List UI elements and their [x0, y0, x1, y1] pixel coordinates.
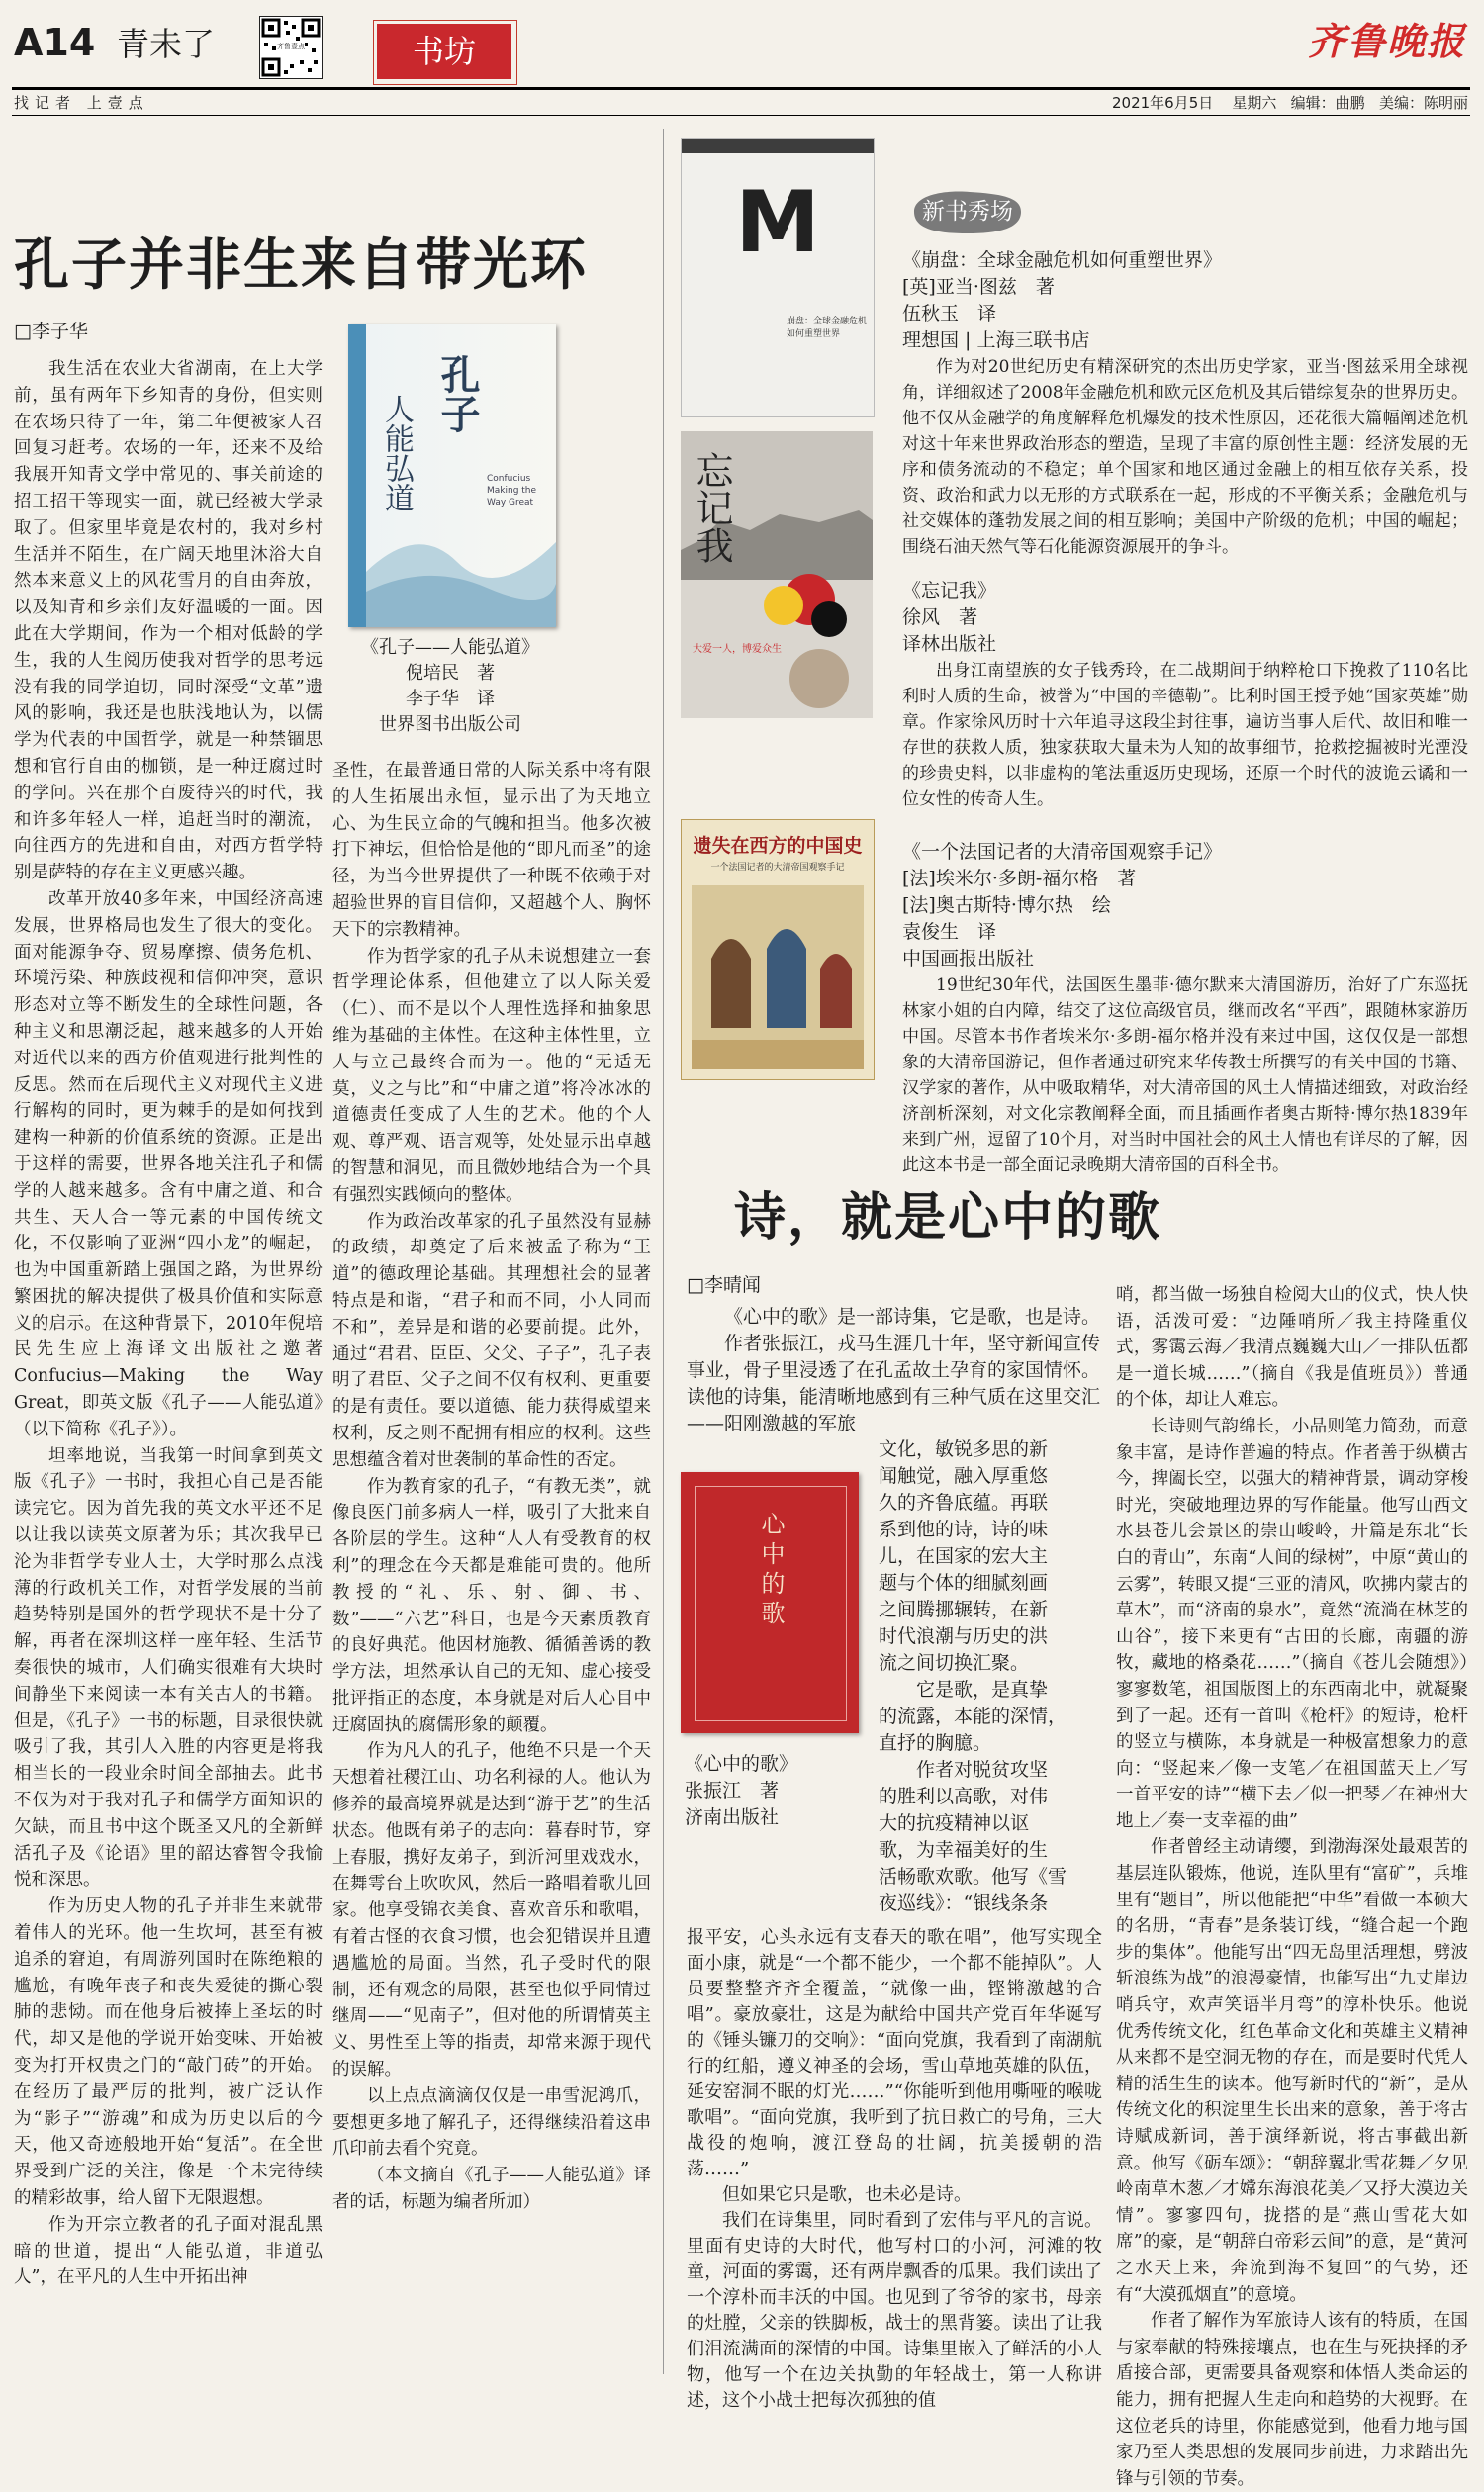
paragraph: 《心中的歌》是一部诗集，它是歌，也是诗。: [724, 1306, 1101, 1328]
book-cover-crashed: [681, 138, 875, 417]
narrow-column: [879, 1436, 1104, 1917]
book-cover-song-in-heart: [681, 1472, 859, 1733]
text-line: 的胜利以高歌，对伟: [879, 1786, 1049, 1807]
book-description: 作为对20世纪历史有精深研究的杰出历史学家，亚当·图兹采用全球视角，详细叙述了2008年金融危机和欧元区危机及其后错综复杂的世界历史。他不仅从金融学的角度解释危机爆发的技术性原因，还花很大篇幅阐述危机对这十年来世界政治形态的塑造，呈现了丰富的原创性主题：经济发展的无序和债务流动的不稳定；单个国家和地区通过金融上的相互依存关系，投资、政治和武力以无形的方式联系在一起，形成的不平衡关系；金融危机与社交媒体的蓬勃发展之间的相互影响；美国中产阶级的危机；中国的崛起；围绕石油天然气等石化能源资源展开的争斗。: [902, 357, 1468, 557]
paragraph: 作者张振江，戎马生涯几十年，坚守新闻宣传事业，骨子里浸透了在孔孟故土孕育的家国情怀。读他的诗集，能清晰地感到有三种气质在这里交汇——阳刚激越的军旅: [687, 1333, 1101, 1434]
book-caption-song: [685, 1751, 873, 1831]
cover-title: 忘记我: [690, 451, 733, 564]
text-line: 久的齐鲁底蕴。再联: [879, 1492, 1049, 1514]
book-publisher: 中国画报出版社: [902, 948, 1035, 969]
text-line: 文化，敏锐多思的新: [879, 1438, 1049, 1460]
text-line: 时代浪潮与历史的洪: [879, 1625, 1049, 1647]
paragraph: 作为凡人的孔子，他绝不只是一个天天想着社稷江山、功名利禄的人。他认为修养的最高境界就是达到“游于艺”的生活状态。他既有弟子的志向：暮春时节，穿上春服，携好友弟子，到沂河里戏戏水，在舞雩台上吹吹风，然后一路唱着歌儿回家。他享受锦衣美食、喜欢音乐和歌唱，有着古怪的衣食习惯，也会犯错误并且遭遇尴尬的局面。当然，孔子受时代的限制，还有观念的局限，甚至也似乎同情过继周——“见南子”，但对他的所谓情英主义、男性至上等的指责，却常来源于现代的误解。: [332, 1741, 651, 2080]
caption-line: 李子华 译: [406, 689, 495, 709]
book-cover-confucius: [348, 324, 556, 627]
tagline: 找记者 上壹点: [14, 94, 149, 112]
paragraph: 我生活在农业大省湖南，在上大学前，虽有两年下乡知青的身份，但实则在农场只待了一年，第二年便被家人召回复习赶考。农场的一年，还来不及给我展开知青文学中常见的、事关前途的招工招干等现实一面，就已经被大学录取了。但家里毕竟是农村的，我对乡村生活并不陌生，在广阔天地里沐浴大自然本来意义上的风花雪月的自由奔放，以及知青和乡亲们友好温暖的一面。因此在大学期间，作为一个相对低龄的学生，我的人生阅历使我对哲学的思考远没有我的同学迫切，同时深受“文革”遗风的影响，我还是也肤浅地认为，以儒学为代表的中国哲学，就是一种禁锢思想和官行自由的枷锁，是一种迂腐过时的学问。兴在那个百废待兴的时代，我和许多年轻人一样，追赶当时的潮流，向往西方的先进和自由，对西方哲学特别是萨特的存在主义更感兴趣。: [14, 359, 323, 883]
cover-subtitle: 人能弘道: [379, 394, 414, 512]
book-entry-forget-me: [902, 578, 1468, 812]
book-illustrator: [法]奥古斯特·博尔热 绘: [902, 894, 1111, 916]
designer: 美编：陈明丽: [1378, 94, 1468, 112]
caption-line: 世界图书出版公司: [379, 714, 521, 735]
book-cover-lost-history: [681, 819, 875, 1080]
newspaper-logo: 齐鲁晚报: [1307, 19, 1466, 63]
paragraph: 作为哲学家的孔子从未说想建立一套哲学理论体系，但他建立了以人际关爱（仁）、而不是以个人理性选择和抽象思维为基础的主体性。在这种主体性里，立人与立己最终合而为一。他的“无适无莫，义之与比”和“中庸之道”将冷冰冰的道德责任变成了人生的艺术。他的个人观、尊严观、语言观等，处处显示出卓越的智慧和洞见，而且微妙地结合为一个具有强烈实践倾向的整体。: [332, 946, 651, 1205]
article-byline: □李子华: [14, 321, 88, 342]
column-divider: [663, 129, 664, 2374]
book-translator: 袁俊生 译: [902, 921, 997, 943]
text-line: 儿，在国家的宏大主: [879, 1545, 1049, 1567]
paragraph: 改革开放40多年来，中国经济高速发展，世界格局也发生了很大的变化。面对能源争夺、贸易摩擦、债务危机、环境污染、种族歧视和信仰冲突，意识形态对立等不断发生的全球性问题，各种主义和思潮泛起，越来越多的人开始对近代以来的西方价值观进行批判性的反思。然而在后现代主义对现代主义进行解构的同时，更为棘手的是如何找到建构一种新的价值系统的资源。正是出于这样的需要，世界各地关注孔子和儒学的人越来越多。含有中庸之道、和合共生、天人合一等元素的中国传统文化，不仅影响了亚洲“四小龙”的崛起，也为中国重新踏上强国之路，为世界纷繁困扰的解决提供了极具价值和实际意义的启示。在这种背景下，2010年倪培民先生应上海译文出版社之邀著Confucius—Making the Way Great，即英文版《孔子——人能弘道》（以下简称《孔子》）。: [14, 888, 323, 1439]
paragraph: 我们在诗集里，同时看到了宏伟与平凡的言说。里面有史诗的大时代，他写村口的小河，河滩的牧童，河面的雾霭，还有两岸飘香的瓜果。我们读出了一个淳朴而丰沃的中国。也见到了爷爷的家书，母亲的灶膛，父亲的铁脚板，战士的黑背篓。读出了让我们泪流满面的深情的中国。诗集里嵌入了鲜活的小人物，他写一个在边关执勤的年轻战士，第一人称讲述，这个小战士把每次孤独的值: [687, 2210, 1102, 2411]
text-line: 题与个体的细腻刻画: [879, 1572, 1049, 1594]
text-line: 大的抗疫精神以讴: [879, 1812, 1030, 1834]
article-byline: □李晴闻: [687, 1274, 761, 1296]
text-line: 作者对脱贫攻坚: [879, 1759, 1049, 1781]
newbooks-header: 新书秀场: [922, 199, 1013, 225]
text-line: 流之间切换汇聚。: [879, 1652, 1030, 1674]
masthead-rule: [12, 87, 1470, 90]
issue-date: 2021年6月5日: [1111, 94, 1214, 112]
section-tab: 书坊: [377, 24, 511, 79]
article-title: 孔子并非生来自带光环: [14, 232, 588, 298]
book-author: 徐风 著: [902, 606, 978, 628]
paragraph: 报平安，心头永远有支春天的歌在唱”，他写实现全面小康，就是“一个都不能少，一个都不能掉队”。人员要整整齐齐全覆盖，“就像一曲，铿锵激越的合唱”。豪放豪壮，这是为献给中国共产党百年华诞写的《锤头镰刀的交响》：“面向党旗，我看到了南湖航行的红船，遵义神圣的会场，雪山草地英雄的队伍，延安窑洞不眠的灯光……”“你能听到他用嘶哑的喉咙歌唱”。“面向党旗，我听到了抗日救亡的号角，三大战役的炮响，渡江登岛的壮阔，抗美援朝的浩荡……”: [687, 1927, 1102, 2179]
paragraph: 哨，都当做一场独自检阅大山的仪式，快人快语，活泼可爱：“边陲哨所／我主持隆重仪式，雾霭云海／我清点巍巍大山／一排队伍都是一道长城……”（摘自《我是值班员》）普通的个体，却让人难忘。: [1116, 1285, 1468, 1411]
paragraph: 作为教育家的孔子，“有教无类”，就像良医门前多病人一样，吸引了大批来自各阶层的学生。这种“人人有受教育的权利”的理念在今天都是难能可贵的。他所教授的“礼、乐、射、御、书、数”——“六艺”科目，也是今天素质教育的良好典范。他因材施教、循循善诱的教学方法，坦然承认自己的无知、虚心接受批评指正的态度，本身就是对后人心目中迂腐固执的腐儒形象的颠覆。: [332, 1476, 651, 1735]
paragraph: 长诗则气韵绵长，小品则笔力简劲，而意象丰富，是诗作普遍的特点。作者善于纵横古今，捭阖长空，以强大的精神背景，调动穿梭时光，突破地理边界的写作能量。他写山西文水县苍儿会景区的崇山峻岭，开篇是东北“长白的青山”，东南“人间的绿树”，中原“黄山的云雾”，转眼又提“三亚的清风，吹拂内蒙古的草木”，而“济南的泉水”，竟然“流淌在林芝的山谷”，接下来更有“古田的长廊，南疆的游牧，藏地的格桑花……”（摘自《苍儿会随想》）寥寥数笔，祖国版图上的东西南北中，就凝聚到了一起。还有一首叫《枪杆》的短诗，枪杆的竖立与横陈，本身就是一种极富想象力的意向：“竖起来／像一支笔／在祖国蓝天上／写一首平安的诗”“横下去／似一把琴／在神州大地上／奏一支幸福的曲”: [1116, 1416, 1468, 1831]
paragraph: 作者曾经主动请缨，到渤海深处最艰苦的基层连队锻炼，他说，连队里有“富矿”，兵堆里有“题目”，所以他能把“中华”看做一本硕大的名册，“青春”是条装订线，“缝合起一个跑步的集体”。他能写出“四无岛里活理想，劈波斩浪练为战”的浪漫豪情，也能写出“九丈崖边哨兵守，欢声笑语半月弯”的淳朴快乐。他说优秀传统文化，红色革命文化和英雄主义精神从来都不是空洞无物的存在，而是要时代凭人精的活生生的读本。他写新时代的“新”，是从传统文化的积淀里生长出来的意象，善于将古诗赋成新词，善于演绎新说，将古事截出新意。他写《砺车颂》：“朝辞翼北雪花舞／夕见岭南草木葱／才嫦东海浪花美／又抒大漠边关情”。寥寥四句，拢搭的是“燕山雪花大如席”的豪，是“朝辞白帝彩云间”的意，是“黄河之水天上来，奔流到海不复回”的气势，还有“大漠孤烟直”的意境。: [1116, 1837, 1468, 2305]
qr-label: 齐鲁壹点: [277, 41, 305, 53]
text-line: 它是歌，是真挚: [879, 1679, 1049, 1701]
section-name: 青未了: [117, 25, 215, 63]
book-entry-lost-history: [902, 839, 1468, 1178]
book-caption-confucius: [323, 635, 578, 738]
issue-info: [1098, 93, 1468, 113]
cover-letter: M: [735, 173, 820, 272]
book-publisher: 译林出版社: [902, 633, 997, 655]
cover-subtitle: 一个法国记者的大清帝国观察手记: [710, 863, 845, 873]
paragraph: 作为历史人物的孔子并非生来就带着伟人的光环。他一生坎坷，甚至有被追杀的窘迫，有周游列国时在陈绝粮的尴尬，有晚年丧子和丧失爱徒的撕心裂肺的悲恸。而在他身后被捧上圣坛的时代，却又是他的学说开始变味、开始被变为打开权贵之门的“敲门砖”的开始。在经历了最严厉的批判，被广泛认作为“影子”“游魂”和成为历史以后的今天，他又奇迹般地开始“复活”。在全世界受到广泛的关注，像是一个未完待续的精彩故事，给人留下无限遐想。: [14, 1896, 323, 2208]
paragraph: 但如果它只是歌，也未必是诗。: [722, 2184, 972, 2205]
article-intro: [687, 1304, 1100, 1437]
cover-en: Confucius Making the Way Great: [487, 474, 537, 508]
text-line: 直抒的胸臆。: [879, 1732, 992, 1754]
book-author: [英]亚当·图兹 著: [902, 276, 1055, 298]
paragraph: 以上点点滴滴仅仅是一串雪泥鸿爪，要想更多地了解孔子，还得继续沿着这串爪印前去看个究竟。: [332, 2085, 651, 2160]
page-number: A14: [14, 21, 96, 64]
caption-line: 张振江 著: [685, 1780, 780, 1801]
cover-title: 遗失在西方的中国史: [693, 835, 863, 857]
paragraph: 坦率地说，当我第一时间拿到英文版《孔子》一书时，我担心自己是否能读完它。因为首先我的英文水平还不足以让我以读英文原著为乐；其次我早已沦为非哲学专业人士，大学时那么点浅薄的行政机关工作，对哲学发展的当前趋势特别是国外的哲学现状不是十分了解，再者在深圳这样一座年轻、生活节奏很快的城市，人们确实很难有大块时间静坐下来阅读一本有关古人的书籍。但是，《孔子》一书的标题，目录很快就吸引了我，其引人入胜的内容更是将我相当长的一段业余时间全部抽去。此书不仅为对于我对孔子和儒学方面知识的欠缺，而且书中这个既圣又凡的全新鲜活孔子及《论语》里的韶达睿智令我愉悦和深思。: [14, 1445, 323, 1891]
book-cover-forget-me: [681, 431, 873, 718]
caption-line: 《心中的歌》: [685, 1753, 798, 1775]
book-entry-crashed: [902, 247, 1468, 560]
text-line: 活畅歌欢歌。他写《雪: [879, 1866, 1067, 1888]
cover-title: 心中的歌: [757, 1512, 785, 1630]
book-title: 《一个法国记者的大清帝国观察手记》: [902, 841, 1223, 863]
book-description: 19世纪30年代，法国医生墨菲·德尔默来大清国游历，治好了广东巡抚林家小姐的白内障，结交了这位高级官员，继而改名“平西”，跟随林家游历中国。尽管本书作者埃米尔·多朗-福尔格并没有来过中国，这仅仅是一部想象的大清帝国游记，但作者通过研究来华传教士所撰写的有关中国的书籍、汉学家的著作，从中吸取精华，对大清帝国的风土人情描述细致，对政治经济剖析深刻，对文化宗教阐释全面，而且插画作者奥古斯特·博尔热1839年来到广州，逗留了10个月，对当时中国社会的风土人情也有详尽的了解，因此这本书是一部全面记录晚期大清帝国的百科全书。: [902, 975, 1468, 1175]
caption-line: 倪培民 著: [406, 663, 495, 684]
text-line: 夜巡线》：“银线条条: [879, 1892, 1049, 1914]
article-column-2: [332, 758, 651, 2370]
editor: 编辑：曲鹏: [1290, 94, 1365, 112]
caption-line: 《孔子——人能弘道》: [361, 637, 539, 658]
text-line: 歌，为幸福美好的生: [879, 1839, 1049, 1861]
paragraph: 作者了解作为军旅诗人该有的特质，在国与家奉献的特殊接壤点，也在生与死抉择的矛盾接合部，更需要具备观察和体悟人类命运的能力，拥有把握人生走向和趋势的大视野。在这位老兵的诗里，你能感觉到，他看力地与国家乃至人类思想的发展同步前进，力求踏出先锋与引领的节奏。: [1116, 2311, 1468, 2489]
issue-weekday: 星期六: [1232, 94, 1277, 112]
article2-column-4: [1116, 1282, 1468, 2489]
book-description: 出身江南望族的女子钱秀玲，在二战期间于纳粹枪口下挽救了110名比利时人质的生命，被誉为“中国的辛德勒”。比利时国王授予她“国家英雄”勋章。作家徐风历时十六年追寻这段尘封往事，遍访当事人后代、故旧和唯一存世的获救人质，独家获取大量未为人知的故事细节，抢救挖掘被时光湮没的珍贵史料，以非虚构的笔法重返历史现场，还原一个时代的波诡云谲和一位女性的传奇人生。: [902, 661, 1468, 809]
text-line: 闻触觉，融入厚重悠: [879, 1465, 1049, 1487]
text-line: 系到他的诗，诗的味: [879, 1519, 1049, 1540]
cover-subtitle: 崩盘：全球金融危机如何重塑世界: [787, 317, 868, 339]
article-column-1: [14, 356, 323, 2370]
text-line: 之间腾挪辗转，在新: [879, 1599, 1049, 1620]
book-title: 《忘记我》: [902, 580, 997, 601]
paragraph: 圣性，在最普通日常的人际关系中将有限的人生拓展出永恒，显示出了为天地立心、为生民立命的气魄和担当。他多次被打下神坛，但恰恰是他的“即凡而圣”的途径，为当今世界提供了一种既不依赖于对超验世界的盲目信仰，又超越个人、胸怀天下的宗教精神。: [332, 761, 651, 940]
paragraph: 作为政治改革家的孔子虽然没有显赫的政绩，却奠定了后来被孟子称为“王道”的德政理论基础。其理想社会的显著特点是和谐，“君子和而不同，小人同而不和”，差异是和谐的必要前提。此外，通过“君君、臣臣、父父、子子”，孔子表明了君臣、父子之间不仅有权利、更重要的是有责任。要以道德、能力获得威望来权利，反之则不配拥有相应的权利。这些思想蕴含着对世袭制的革命性的否定。: [332, 1211, 651, 1470]
article-title: 诗，就是心中的歌: [734, 1187, 1162, 1247]
masthead-subrule: [12, 115, 1470, 116]
book-publisher: 理想国 | 上海三联书店: [902, 329, 1090, 351]
cover-subtitle: 大爱一人，博爱众生: [693, 644, 782, 655]
paragraph: 作为开宗立教者的孔子面对混乱黑暗的世道，提出“人能弘道，非道弘人”，在平凡的人生中开拓出神: [14, 2214, 323, 2288]
book-translator: 伍秋玉 译: [902, 303, 997, 324]
caption-line: 济南出版社: [685, 1806, 780, 1828]
source-note: （本文摘自《孔子——人能弘道》译者的话，标题为编者所加）: [332, 2166, 651, 2213]
book-author: [法]埃米尔·多朗-福尔格 著: [902, 868, 1137, 889]
text-line: 的流露，本能的深情，: [879, 1706, 1067, 1727]
qr-code-icon[interactable]: [259, 16, 323, 79]
cover-title: 孔子: [434, 354, 481, 433]
article2-column-3: [687, 1925, 1102, 2411]
book-title: 《崩盘：全球金融危机如何重塑世界》: [902, 249, 1223, 271]
